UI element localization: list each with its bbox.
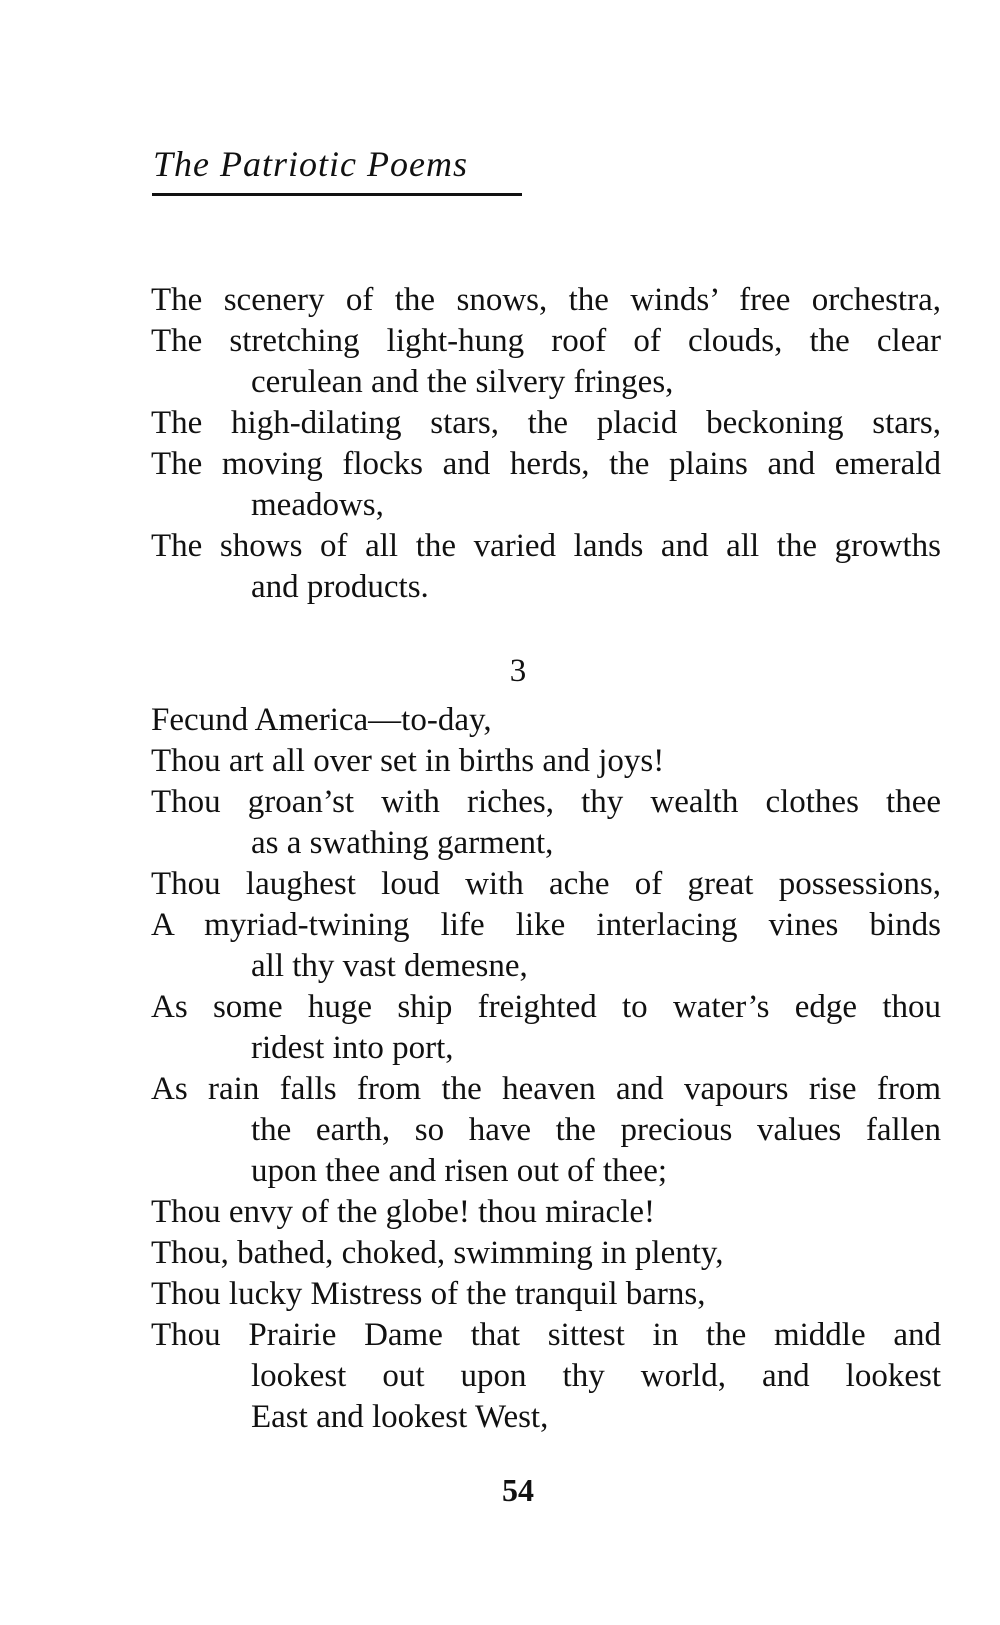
verse-line: Fecund America—to-day, [151,702,492,738]
verse-line: as a swathing garment, [251,825,554,861]
verse-line: and products. [251,569,429,605]
verse-line: East and lookest West, [251,1399,549,1435]
verse-line: Thou, bathed, choked, swimming in plenty, [151,1235,724,1271]
verse-line: lookest out upon thy world, and lookest [251,1358,941,1394]
verse-line: ridest into port, [251,1030,454,1066]
running-head-rule [152,193,522,196]
stanza-1 [151,280,941,608]
verse-line: As rain falls from the heaven and vapours rise from [151,1071,941,1107]
verse-line: Thou laughest loud with ache of great possessions, [151,866,941,902]
verse-line: Thou Prairie Dame that sittest in the middle and [151,1317,941,1353]
verse-line: The shows of all the varied lands and all the growths [151,528,941,564]
verse-line: all thy vast demesne, [251,948,528,984]
stanza-2 [151,700,941,1438]
verse-line: Thou art all over set in births and joys! [151,743,665,779]
verse-line: A myriad-twining life like interlacing vines binds [151,907,941,943]
verse-line: Thou lucky Mistress of the tranquil barns, [151,1276,706,1312]
verse-line: As some huge ship freighted to water’s edge thou [151,989,941,1025]
verse-line: the earth, so have the precious values fallen [251,1112,941,1148]
page-number: 54 [502,1472,534,1508]
verse-line: The stretching light-hung roof of clouds, the clear [151,323,941,359]
verse-line: Thou envy of the globe! thou miracle! [151,1194,656,1230]
verse-line: The scenery of the snows, the winds’ free orchestra, [151,282,941,318]
verse-line: meadows, [251,487,384,523]
verse-line: The moving flocks and herds, the plains and emerald [151,446,941,482]
running-head: The Patriotic Poems [153,144,468,184]
verse-line: cerulean and the silvery fringes, [251,364,674,400]
verse-line: The high-dilating stars, the placid beckoning stars, [151,405,941,441]
section-number: 3 [509,653,527,689]
verse-line: Thou groan’st with riches, thy wealth clothes thee [151,784,941,820]
verse-line: upon thee and risen out of thee; [251,1153,668,1189]
